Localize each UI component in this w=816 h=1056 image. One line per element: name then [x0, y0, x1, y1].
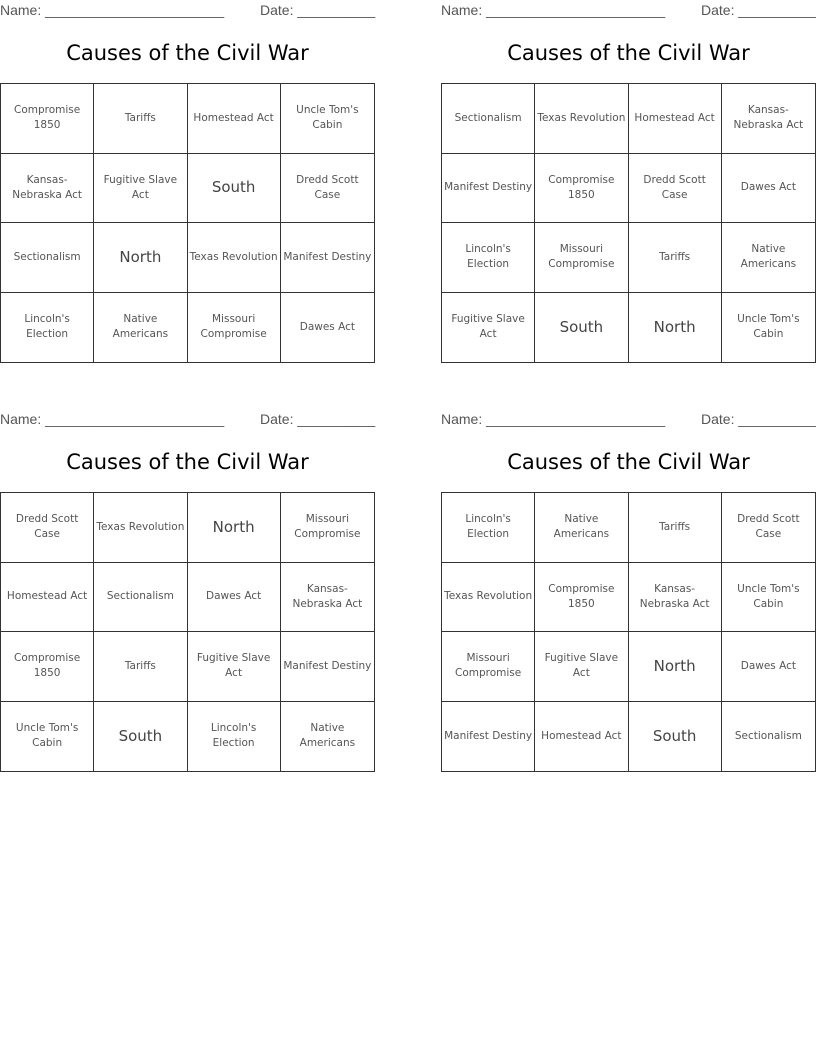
- bingo-cell: Compromise 1850: [535, 563, 628, 633]
- bingo-cell: Manifest Destiny: [281, 223, 374, 293]
- card-title: Causes of the Civil War: [66, 41, 309, 65]
- bingo-cell: South: [94, 702, 187, 772]
- bingo-cell: North: [188, 493, 281, 563]
- bingo-cell: Sectionalism: [1, 223, 94, 293]
- bingo-cell: Homestead Act: [188, 84, 281, 154]
- bingo-cell: Native Americans: [722, 223, 815, 293]
- name-field-label: Name: _______________________: [0, 2, 225, 18]
- bingo-cell: North: [94, 223, 187, 293]
- bingo-cell: South: [188, 154, 281, 224]
- bingo-cell: Homestead Act: [629, 84, 722, 154]
- bingo-cell: Dredd Scott Case: [1, 493, 94, 563]
- bingo-grid: [0, 83, 375, 363]
- bingo-cell: Texas Revolution: [442, 563, 535, 633]
- bingo-cell: Kansas-Nebraska Act: [629, 563, 722, 633]
- date-field-label: Date: __________: [260, 2, 376, 18]
- bingo-cell: Tariffs: [629, 223, 722, 293]
- bingo-cell: Missouri Compromise: [535, 223, 628, 293]
- bingo-cell: Uncle Tom's Cabin: [281, 84, 374, 154]
- bingo-cell: South: [535, 293, 628, 363]
- bingo-cell: Dredd Scott Case: [722, 493, 815, 563]
- bingo-cell: Texas Revolution: [535, 84, 628, 154]
- bingo-cell: Missouri Compromise: [281, 493, 374, 563]
- bingo-cell: Lincoln's Election: [188, 702, 281, 772]
- bingo-cell: Manifest Destiny: [442, 702, 535, 772]
- bingo-cell: Compromise 1850: [1, 84, 94, 154]
- bingo-cell: Fugitive Slave Act: [188, 632, 281, 702]
- bingo-cell: Homestead Act: [1, 563, 94, 633]
- bingo-cell: Fugitive Slave Act: [94, 154, 187, 224]
- bingo-card-3: [0, 409, 376, 773]
- name-field-label: Name: _______________________: [0, 411, 225, 427]
- bingo-cell: Texas Revolution: [188, 223, 281, 293]
- bingo-cell: Lincoln's Election: [1, 293, 94, 363]
- bingo-cell: Fugitive Slave Act: [442, 293, 535, 363]
- date-field-label: Date: __________: [701, 2, 816, 18]
- bingo-cell: Lincoln's Election: [442, 493, 535, 563]
- bingo-cell: Uncle Tom's Cabin: [722, 563, 815, 633]
- bingo-cell: Compromise 1850: [1, 632, 94, 702]
- bingo-cell: Manifest Destiny: [442, 154, 535, 224]
- card-title: Causes of the Civil War: [507, 41, 750, 65]
- bingo-grid: [0, 492, 375, 772]
- bingo-cell: Dredd Scott Case: [629, 154, 722, 224]
- bingo-cell: Tariffs: [94, 84, 187, 154]
- bingo-grid: [441, 83, 816, 363]
- bingo-cell: Native Americans: [299, 722, 356, 750]
- card-title: Causes of the Civil War: [507, 450, 750, 474]
- bingo-cell: Missouri Compromise: [442, 632, 535, 702]
- name-field-label: Name: _______________________: [441, 411, 666, 427]
- date-field-label: Date: __________: [260, 411, 376, 427]
- name-field-label: Name: _______________________: [441, 2, 666, 18]
- bingo-cell: Homestead Act: [535, 702, 628, 772]
- bingo-cell: Fugitive Slave Act: [535, 632, 628, 702]
- bingo-cell: Texas Revolution: [94, 493, 187, 563]
- date-field-label: Date: __________: [701, 411, 816, 427]
- bingo-card-4: [441, 409, 816, 773]
- bingo-cell: Uncle Tom's Cabin: [737, 313, 800, 341]
- bingo-cell: Tariffs: [94, 632, 187, 702]
- bingo-cell: Dredd Scott Case: [281, 154, 374, 224]
- bingo-cell: Missouri Compromise: [188, 293, 281, 363]
- bingo-cell: Uncle Tom's Cabin: [1, 702, 94, 772]
- bingo-card-1: [0, 0, 376, 364]
- bingo-cell: Sectionalism: [442, 84, 535, 154]
- bingo-cell: Dawes Act: [722, 632, 815, 702]
- bingo-cell: North: [629, 293, 722, 363]
- bingo-grid: [441, 492, 816, 772]
- bingo-cell: North: [629, 632, 722, 702]
- bingo-cell: Native Americans: [94, 293, 187, 363]
- bingo-cell: Kansas-Nebraska Act: [281, 563, 374, 633]
- bingo-card-2: [441, 0, 816, 364]
- bingo-cell: Dawes Act: [299, 320, 355, 333]
- card-title: Causes of the Civil War: [66, 450, 309, 474]
- bingo-cell: Lincoln's Election: [442, 223, 535, 293]
- bingo-cell: Dawes Act: [722, 154, 815, 224]
- bingo-cell: Manifest Destiny: [281, 632, 374, 702]
- bingo-cell: Sectionalism: [734, 729, 802, 742]
- bingo-cell: Compromise 1850: [535, 154, 628, 224]
- bingo-cell: Sectionalism: [94, 563, 187, 633]
- bingo-cell: Tariffs: [629, 493, 722, 563]
- bingo-cell: Kansas-Nebraska Act: [722, 84, 815, 154]
- bingo-cell: Kansas-Nebraska Act: [1, 154, 94, 224]
- bingo-cell: South: [629, 702, 722, 772]
- bingo-cell: Dawes Act: [188, 563, 281, 633]
- bingo-cell: Native Americans: [535, 493, 628, 563]
